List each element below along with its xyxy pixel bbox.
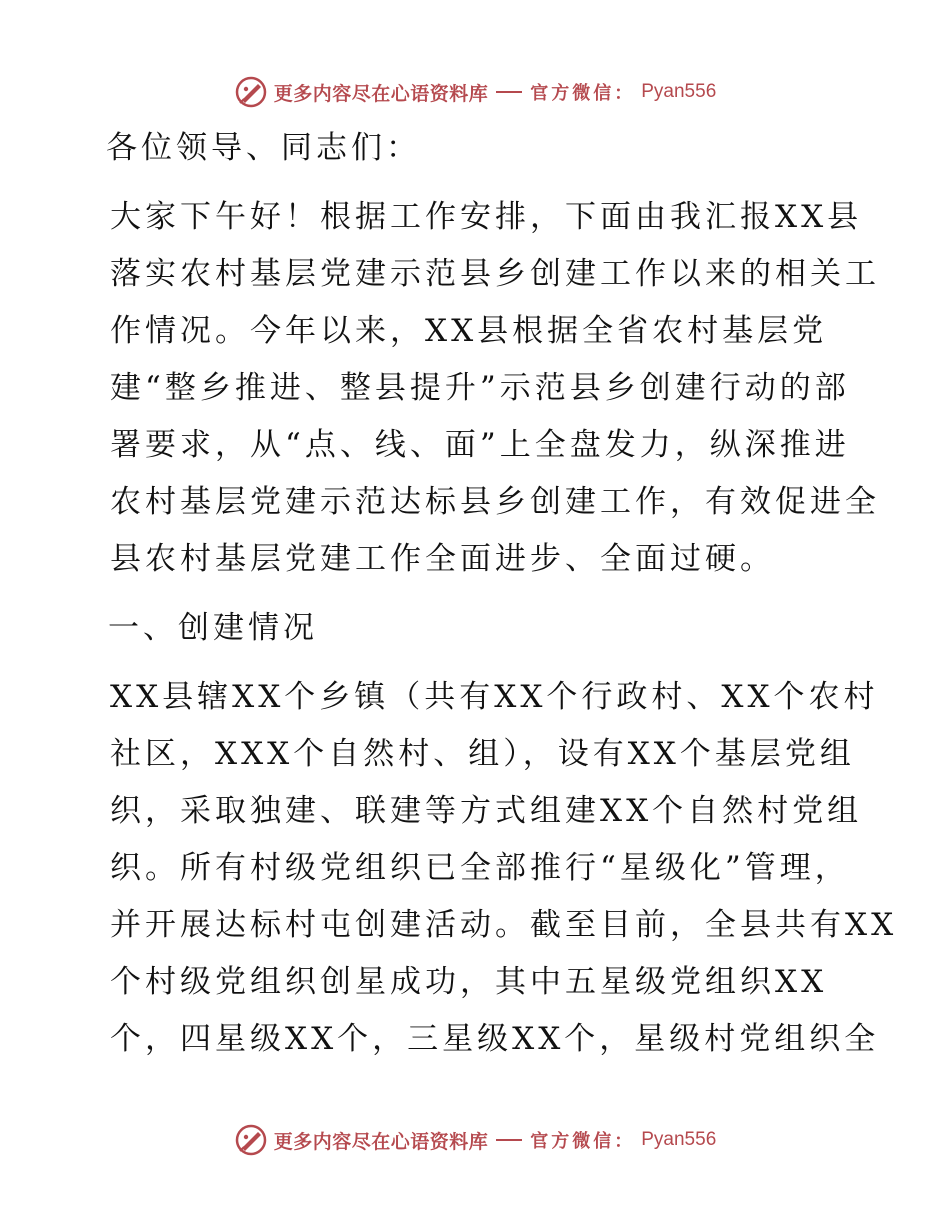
watermark-dash xyxy=(496,91,522,93)
text-line: 署要求，从“点、线、面”上全盘发力，纵深推进 xyxy=(110,427,850,463)
text-line: 农村基层党建示范达标县乡创建工作，有效促进全 xyxy=(110,484,880,520)
watermark-dash xyxy=(496,1139,522,1141)
text-line: 落实农村基层党建示范县乡创建工作以来的相关工 xyxy=(110,256,880,292)
text-line: XX县辖XX个乡镇（共有XX个行政村、XX个农村 xyxy=(110,679,879,715)
watermark-wechat-id: Pyan556 xyxy=(641,1129,717,1150)
text-line: 大家下午好！根据工作安排，下面由我汇报XX县 xyxy=(110,199,863,235)
watermark-wechat-id: Pyan556 xyxy=(641,81,717,102)
quill-seal-icon xyxy=(234,75,268,109)
header-watermark xyxy=(0,72,950,112)
section-heading: 一、创建情况 xyxy=(108,610,318,646)
text-line: 并开展达标村屯创建活动。截至目前，全县共有XX xyxy=(110,907,898,943)
text-line: 个，四星级XX个，三星级XX个，星级村党组织全 xyxy=(110,1021,880,1057)
text-line: 织。所有村级党组织已全部推行“星级化”管理， xyxy=(110,850,850,886)
watermark-text: 更多内容尽在心语资料库 xyxy=(273,82,489,105)
text-line: 织，采取独建、联建等方式组建XX个自然村党组 xyxy=(110,793,863,829)
text-line: 建“整乡推进、整县提升”示范县乡创建行动的部 xyxy=(110,370,850,406)
text-line: 作情况。今年以来，XX县根据全省农村基层党 xyxy=(110,313,828,349)
text-line: 个村级党组织创星成功，其中五星级党组织XX xyxy=(110,964,828,1000)
footer-watermark xyxy=(0,1120,950,1160)
greeting: 各位领导、同志们： xyxy=(106,130,421,166)
text-line: 县农村基层党建工作全面进步、全面过硬。 xyxy=(110,541,775,577)
intro-paragraph xyxy=(96,189,880,588)
watermark-official: 官方微信： xyxy=(530,83,636,104)
watermark-official: 官方微信： xyxy=(530,1131,636,1152)
text-line: 社区，XXX个自然村、组），设有XX个基层党组 xyxy=(110,736,855,772)
section-paragraph xyxy=(96,669,898,1068)
watermark-text: 更多内容尽在心语资料库 xyxy=(273,1130,489,1153)
quill-seal-icon xyxy=(234,1123,268,1157)
document-body xyxy=(96,120,898,1080)
